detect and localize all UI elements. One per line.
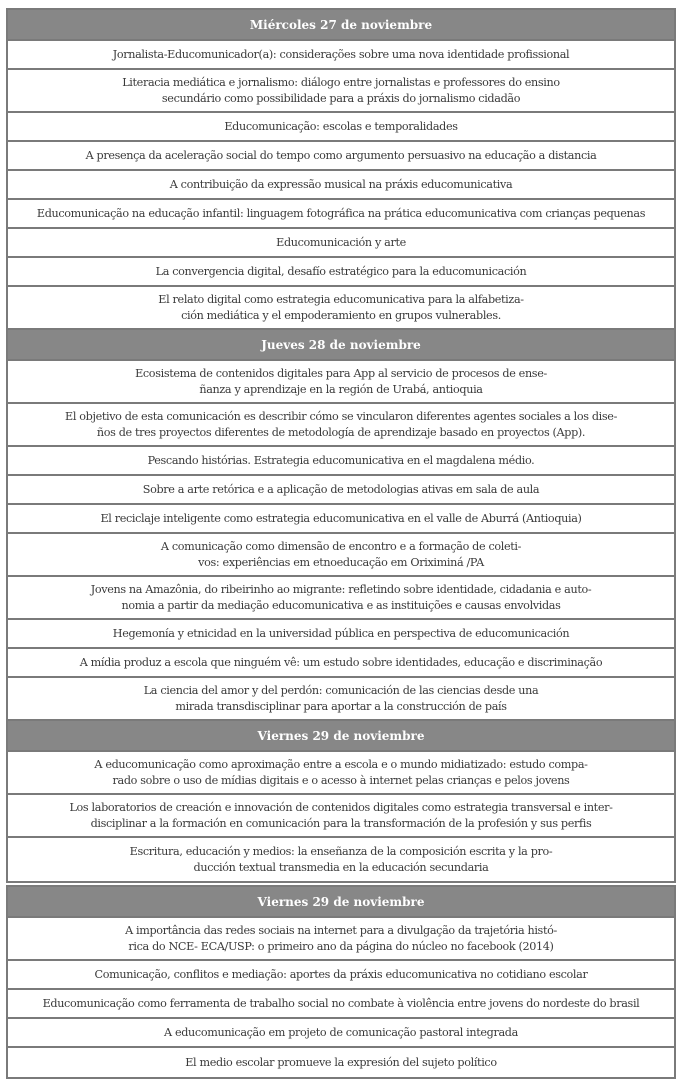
session-row: [8, 577, 674, 620]
session-title-line: Los laboratorios de creación e innovación de contenidos digitales como estrategia transversal e inter-: [69, 800, 613, 814]
session-row: [8, 476, 674, 505]
session-row: [8, 41, 674, 70]
session-title-line: Jovens na Amazônia, do ribeirinho ao migrante: refletindo sobre identidade, cidadania e auto-: [90, 582, 592, 596]
session-row: [8, 752, 674, 795]
session-title-line: A educomunicação como aproximação entre a escola e o mundo midiatizado: estudo compa-: [94, 757, 588, 771]
session-title-line: mirada transdisciplinar para aportar a la construcción de país: [175, 699, 507, 713]
session-title-line: Jornalista-Educomunicador(a): considerações sobre uma nova identidade profissional: [112, 47, 570, 61]
day-header: Jueves 28 de noviembre: [8, 330, 674, 361]
session-row: [8, 534, 674, 577]
session-row: [8, 795, 674, 838]
session-row: [8, 1048, 674, 1077]
session-row: [8, 229, 674, 258]
session-row: [8, 678, 674, 721]
session-title-line: Hegemonía y etnicidad en la universidad pública en perspectiva de educomunicación: [112, 626, 570, 640]
session-title-line: Educomunicación y arte: [276, 235, 406, 249]
session-title-line: El objetivo de esta comunicación es describir cómo se vincularon diferentes agentes sociales a los dise-: [65, 409, 617, 423]
day-header: Viernes 29 de noviembre: [8, 721, 674, 752]
session-row: [8, 200, 674, 229]
schedule-table: [6, 8, 676, 883]
session-title-line: Escritura, educación y medios: la enseñanza de la composición escrita y la pro-: [129, 844, 553, 858]
session-title-line: Educomunicação: escolas e temporalidades: [224, 119, 458, 133]
session-title-line: La convergencia digital, desafío estratégico para la educomunicación: [155, 264, 527, 278]
session-title-line: A educomunicação em projeto de comunicação pastoral integrada: [164, 1025, 518, 1039]
session-title-line: rado sobre o uso de mídias digitais e o acesso à internet pelas crianças e pelos jovens: [112, 773, 570, 787]
session-row: [8, 361, 674, 404]
session-title-line: El medio escolar promueve la expresión del sujeto político: [185, 1055, 497, 1069]
session-title-line: Ecosistema de contenidos digitales para App al servicio de procesos de ense-: [135, 366, 547, 380]
session-title-line: vos: experiências em etnoeducação em Oriximiná /PA: [198, 555, 484, 569]
session-title-line: Educomunicação como ferramenta de trabalho social no combate à violência entre jovens do nordeste do brasil: [42, 996, 640, 1010]
session-row: [8, 918, 674, 961]
session-title-line: ducción textual transmedia en la educación secundaria: [193, 860, 489, 874]
session-title-line: A presença da aceleração social do tempo como argumento persuasivo na educação a distancia: [85, 148, 597, 162]
session-row: [8, 171, 674, 200]
session-row: [8, 404, 674, 447]
session-row: [8, 961, 674, 990]
session-title-line: A mídia produz a escola que ninguém vê: um estudo sobre identidades, educação e discriminação: [79, 655, 603, 669]
session-row: [8, 70, 674, 113]
session-row: [8, 505, 674, 534]
session-title-line: disciplinar a la formación en comunicación para la transformación de la profesión y sus perfis: [90, 816, 592, 830]
schedule-table: [6, 885, 676, 1079]
session-row: [8, 258, 674, 287]
session-row: [8, 838, 674, 881]
day-header: Miércoles 27 de noviembre: [8, 10, 674, 41]
session-title-line: secundário como possibilidade para a práxis do jornalismo cidadão: [161, 91, 521, 105]
session-title-line: Comunicação, conflitos e mediação: aportes da práxis educomunicativa no cotidiano escolar: [94, 967, 588, 981]
session-row: [8, 287, 674, 330]
session-title-line: ños de tres proyectos diferentes de metodología de aprendizaje basado en proyectos (App).: [96, 425, 586, 439]
session-row: [8, 990, 674, 1019]
session-title-line: La ciencia del amor y del perdón: comunicación de las ciencias desde una: [143, 683, 539, 697]
session-title-line: El reciclaje inteligente como estrategia educomunicativa en el valle de Aburrá (Antioquia): [100, 511, 582, 525]
session-title-line: Educomunicação na educação infantil: linguagem fotográfica na prática educomunicativa com crianças pequenas: [36, 206, 646, 220]
session-title-line: nomia a partir da mediação educomunicativa e as instituições e causas envolvidas: [121, 598, 561, 612]
session-row: [8, 1019, 674, 1048]
session-row: [8, 649, 674, 678]
session-title-line: Pescando histórias. Estrategia educomunicativa en el magdalena médio.: [147, 453, 535, 467]
session-title-line: Sobre a arte retórica e a aplicação de metodologias ativas em sala de aula: [142, 482, 540, 496]
day-header: Viernes 29 de noviembre: [8, 887, 674, 918]
session-title-line: Literacia mediática e jornalismo: diálogo entre jornalistas e professores do ensino: [122, 75, 560, 89]
session-title-line: A comunicação como dimensão de encontro e a formação de coleti-: [160, 539, 522, 553]
session-title-line: rica do NCE- ECA/USP: o primeiro ano da página do núcleo no facebook (2014): [128, 939, 554, 953]
session-title-line: ción mediática y el empoderamiento en grupos vulnerables.: [181, 308, 501, 322]
session-row: [8, 113, 674, 142]
session-row: [8, 142, 674, 171]
session-title-line: ñanza y aprendizaje en la región de Urabá, antioquia: [199, 382, 483, 396]
session-row: [8, 447, 674, 476]
session-title-line: El relato digital como estrategia educomunicativa para la alfabetiza-: [158, 292, 524, 306]
session-title-line: A importância das redes sociais na internet para a divulgação da trajetória histó-: [125, 923, 557, 937]
session-title-line: A contribuição da expressão musical na práxis educomunicativa: [169, 177, 513, 191]
session-row: [8, 620, 674, 649]
